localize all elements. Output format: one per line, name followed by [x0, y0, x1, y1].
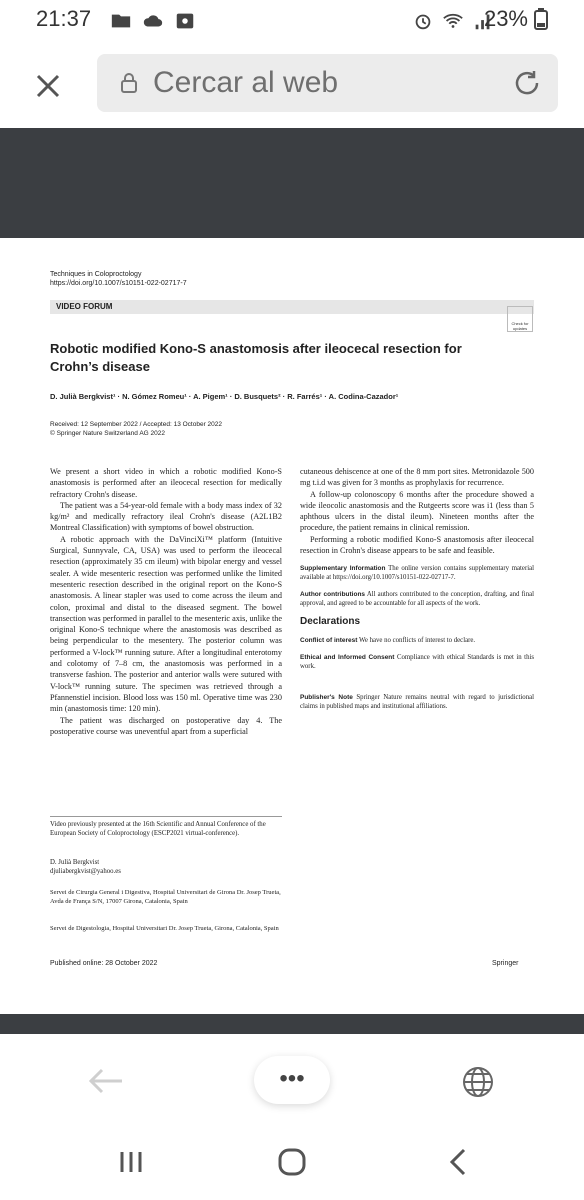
search-placeholder: Cercar al web	[153, 66, 339, 99]
lock-icon	[119, 72, 139, 94]
globe-icon[interactable]	[460, 1064, 496, 1100]
copyright: © Springer Nature Switzerland AG 2022	[50, 430, 165, 437]
received-date: Received: 12 September 2022 / Accepted: 13 October 2022	[50, 421, 223, 428]
article-dates	[50, 420, 222, 438]
close-icon[interactable]	[30, 68, 66, 104]
document-viewer-top-band	[0, 128, 584, 238]
cloud-upload-icon	[142, 10, 164, 32]
back-icon[interactable]	[448, 1148, 468, 1176]
more-options-button[interactable]: •••	[254, 1056, 330, 1104]
media-icon	[174, 10, 196, 32]
article-authors: D. Julià Bergkvist¹ · N. Gómez Romeu¹ · A. Pigem¹ · D. Busquets² · R. Farrés¹ · A. Codina-Cazador¹	[50, 392, 399, 401]
recent-apps-icon[interactable]	[118, 1150, 144, 1174]
home-icon[interactable]	[278, 1148, 306, 1176]
author-contributions: Author contributions All authors contributed to the conception, drafting, and final approval, and agreed to be accountable for all aspects of the work.	[300, 591, 534, 608]
paragraph: The patient was a 54-year-old female with a body mass index of 32 kg/m² and medically refractory ileal Crohn's disease (A2L1B2 Montreal Classification) with symptoms of bowel obstruction.	[50, 500, 282, 533]
corresponding-email[interactable]: djuliabergkvist@yahoo.es	[50, 868, 121, 875]
footnote: Video previously presented at the 16th Scientific and Annual Conference of the European Society of Coloproctology (ESCP2021 virtual-conference).	[50, 821, 266, 837]
publisher-logo: Springer	[492, 960, 519, 967]
battery-icon	[534, 8, 548, 30]
paragraph: Performing a robotic modified Kono-S anastomosis after ileocecal resection in Crohn's disease appears to be safe and feasible.	[300, 534, 534, 556]
journal-name: Techniques in Coloproctology	[50, 271, 142, 278]
wifi-icon	[442, 10, 464, 32]
status-bar	[0, 0, 584, 40]
right-column	[300, 466, 534, 711]
footnote-divider	[50, 816, 282, 817]
status-left-icons	[110, 10, 196, 32]
journal-header	[50, 270, 187, 288]
paragraph: A follow-up colonoscopy 6 months after the procedure showed a wide ileocolic anastomosis and the Rutgeerts score was i1 (less than 5 aphthous ulcers in the distal ileum). Nineteen months after the procedure, the patient remains in clinical remission.	[300, 489, 534, 533]
affiliation-1: Servei de Cirurgia General i Digestiva, Hospital Universitari de Girona Dr. Josep Trueta, Avda de França S/N, 17007 Girona, Catalonia, Spain	[50, 889, 281, 905]
paragraph: A robotic approach with the DaVinciXi™ platform (Intuitive Surgical, Sunnyvale, CA, USA) was used to perform the ileocecal resection (approximately 35 cm ileum) with bipolar energy and vessel sealer. A wide mesenteric resection was performed unlike the limited mesenteric resection described in the original report on the Kono-S anastomosis. A linear stapler was used to come across the ileum and colon, proximal and distal to the diseased segment. The bowel transection was performed in parallel to the mesenteric axis, unlike the original Kono-S technique where the anastomosis was described as being perpendicular to the mesentery. The posterior column was performed a V-lock™ running suture. After a longitudinal enterotomy and colotomy of 7–8 cm, the anastomosis was performed in a transverse fashion. The posterior and anterior walls were sutured with V-lock™ running suture. The specimen was retrieved through a Pfannenstiel incision. Blood loss was 150 ml. Operative time was 230 min (anastomosis time: 120 min).	[50, 534, 282, 714]
alarm-icon	[412, 10, 434, 32]
paragraph: cutaneous dehiscence at one of the 8 mm port sites. Metronidazole 500 mg t.i.d was given for 3 months as prophylaxis for recurrence.	[300, 467, 534, 488]
back-arrow-icon[interactable]	[88, 1066, 124, 1096]
corresponding-author	[50, 858, 282, 876]
reload-icon[interactable]	[512, 68, 542, 98]
status-time: 21:37	[36, 6, 92, 31]
browser-bottom-bar	[0, 1034, 584, 1124]
supplementary-info: Supplementary Information The online version contains supplementary material available at https://doi.org/10.1007/s10151-022-02717-7.	[300, 565, 535, 582]
publisher-note: Publisher's Note Springer Nature remains neutral with regard to jurisdictional claims in published maps and institutional affiliations.	[300, 693, 535, 710]
conflict-of-interest: Conflict of interest We have no conflicts of interest to declare.	[300, 636, 476, 644]
section-banner: VIDEO FORUM	[50, 300, 534, 314]
corresponding-name: D. Julià Bergkvist	[50, 859, 100, 866]
battery-percent: 23%	[483, 6, 528, 31]
journal-doi[interactable]: https://doi.org/10.1007/s10151-022-02717-7	[50, 280, 187, 287]
paragraph: We present a short video in which a robotic modified Kono-S anastomosis is performed after an ileocecal resection for medically refractory Crohn's disease.	[50, 467, 282, 499]
published-online: Published online: 28 October 2022	[50, 960, 158, 967]
search-input[interactable]	[97, 54, 558, 112]
article-title: Robotic modified Kono-S anastomosis after ileocecal resection for Crohn’s disease	[50, 341, 462, 374]
check-for-updates-badge[interactable]: Check for updates	[507, 306, 533, 332]
battery-status	[484, 6, 548, 32]
declarations-heading: Declarations	[300, 616, 361, 628]
document-viewer-bottom-band	[0, 1014, 584, 1034]
article-page	[0, 238, 584, 1014]
affiliation-2: Servei de Digestologia, Hospital Universitari Dr. Josep Trueta, Girona, Catalonia, Spain	[50, 925, 279, 932]
folder-icon	[110, 10, 132, 32]
left-column	[50, 466, 282, 737]
system-navigation-bar	[0, 1124, 584, 1200]
status-right-icons	[412, 10, 494, 32]
browser-toolbar	[0, 40, 584, 128]
ethical-consent: Ethical and Informed Consent Compliance with ethical Standards is met in this work.	[300, 653, 534, 670]
paragraph: The patient was discharged on postoperative day 4. The postoperative course was uneventful apart from a superficial	[50, 715, 282, 736]
